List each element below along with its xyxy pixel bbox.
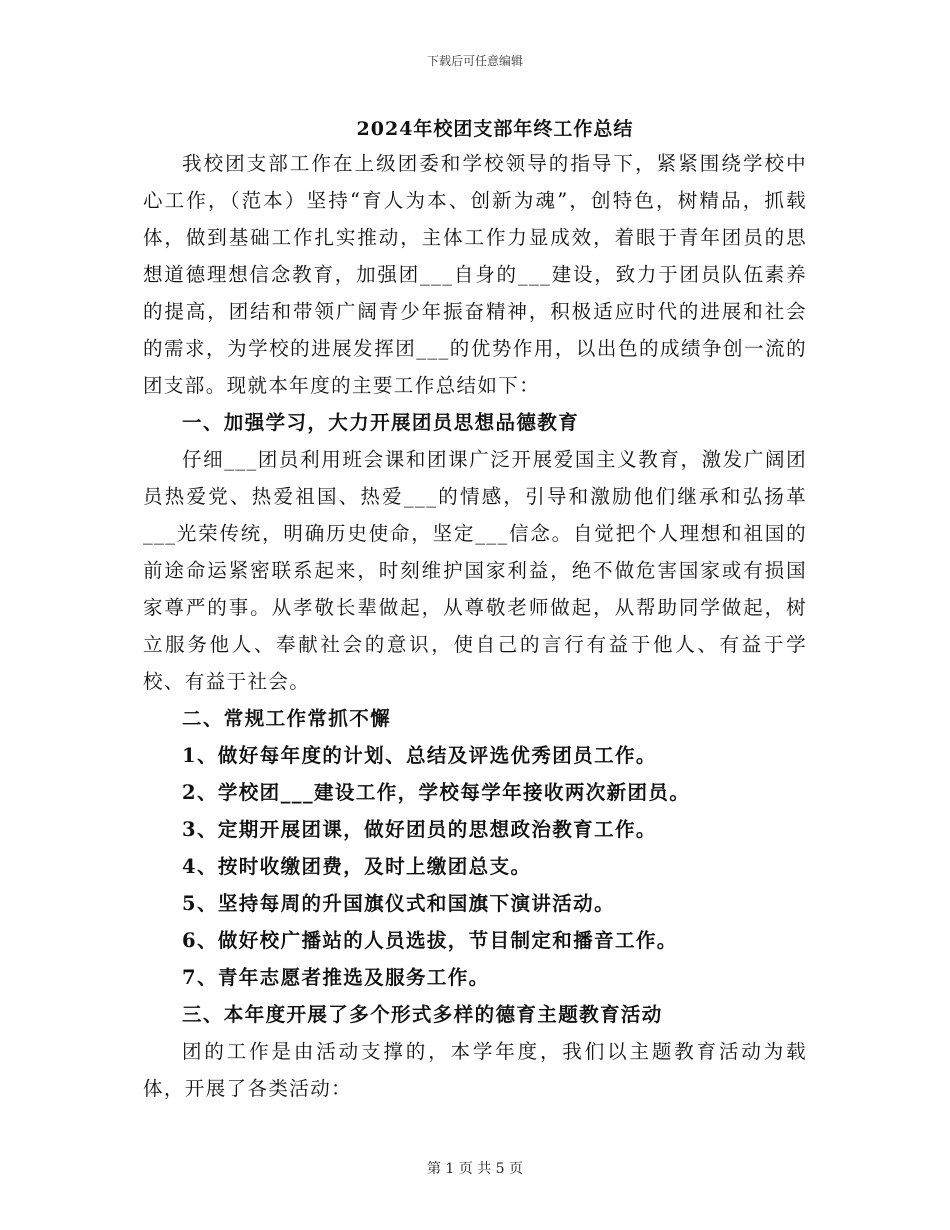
section-heading-1: 一、加强学习，大力开展团员思想品德教育 [182,411,580,434]
list-item-2: 2、学校团___建设工作，学校每学年接收两次新团员。 [182,781,691,804]
section-1-paragraph: 仔细___团员利用班会课和团课广泛开展爱国主义教育，激发广阔团员热爱党、热爱祖国、热爱___的情感，引导和激励他们继承和弘扬革___光荣传统，明确历史使命，坚定___信念。自觉把个人理想和祖国的前途命运紧密联系起来，时刻维护国家利益，绝不做危害国家或有损国家尊严的事。从孝敬长辈做起，从尊敬老师做起，从帮助同学做起，树立服务他人、奉献社会的意识，使自己的言行有益于他人、有益于学校、有益于社会。 [143,448,807,693]
list-item-4: 4、按时收缴团费，及时上缴团总支。 [182,855,532,878]
list-item-3: 3、定期开展团课，做好团员的思想政治教育工作。 [182,818,657,841]
section-heading-2: 二、常规工作常抓不懈 [182,707,392,730]
list-item-1: 1、做好每年度的计划、总结及评选优秀团员工作。 [182,744,657,767]
list-item-5: 5、坚持每周的升国旗仪式和国旗下演讲活动。 [182,892,615,915]
intro-paragraph: 我校团支部工作在上级团委和学校领导的指导下，紧紧围绕学校中心工作，（范本）坚持“育人为本、创新为魂”，创特色，树精品，抓载体，做到基础工作扎实推动，主体工作力显成效，着眼于青年团员的思想道德理想信念教育，加强团___自身的___建设，致力于团员队伍素养的提高，团结和带领广阔青少年振奋精神，积极适应时代的进展和社会的需求，为学校的进展发挥团___的优势作用，以出色的成绩争创一流的团支部。现就本年度的主要工作总结如下： [143,152,807,397]
section-heading-3: 三、本年度开展了多个形式多样的德育主题教育活动 [182,1003,663,1026]
page-header-note: 下载后可任意编辑 [426,54,523,68]
page-number-footer: 第 1 页 共 5 页 [426,1161,524,1177]
list-item-6: 6、做好校广播站的人员选拔，节目制定和播音工作。 [182,929,678,952]
document-title: 2024年校团支部年终工作总结 [356,118,634,140]
list-item-7: 7、青年志愿者推选及服务工作。 [182,966,490,989]
section-3-paragraph: 团的工作是由活动支撑的，本学年度，我们以主题教育活动为载体，开展了各类活动： [143,1040,807,1100]
document-body [143,145,807,1107]
